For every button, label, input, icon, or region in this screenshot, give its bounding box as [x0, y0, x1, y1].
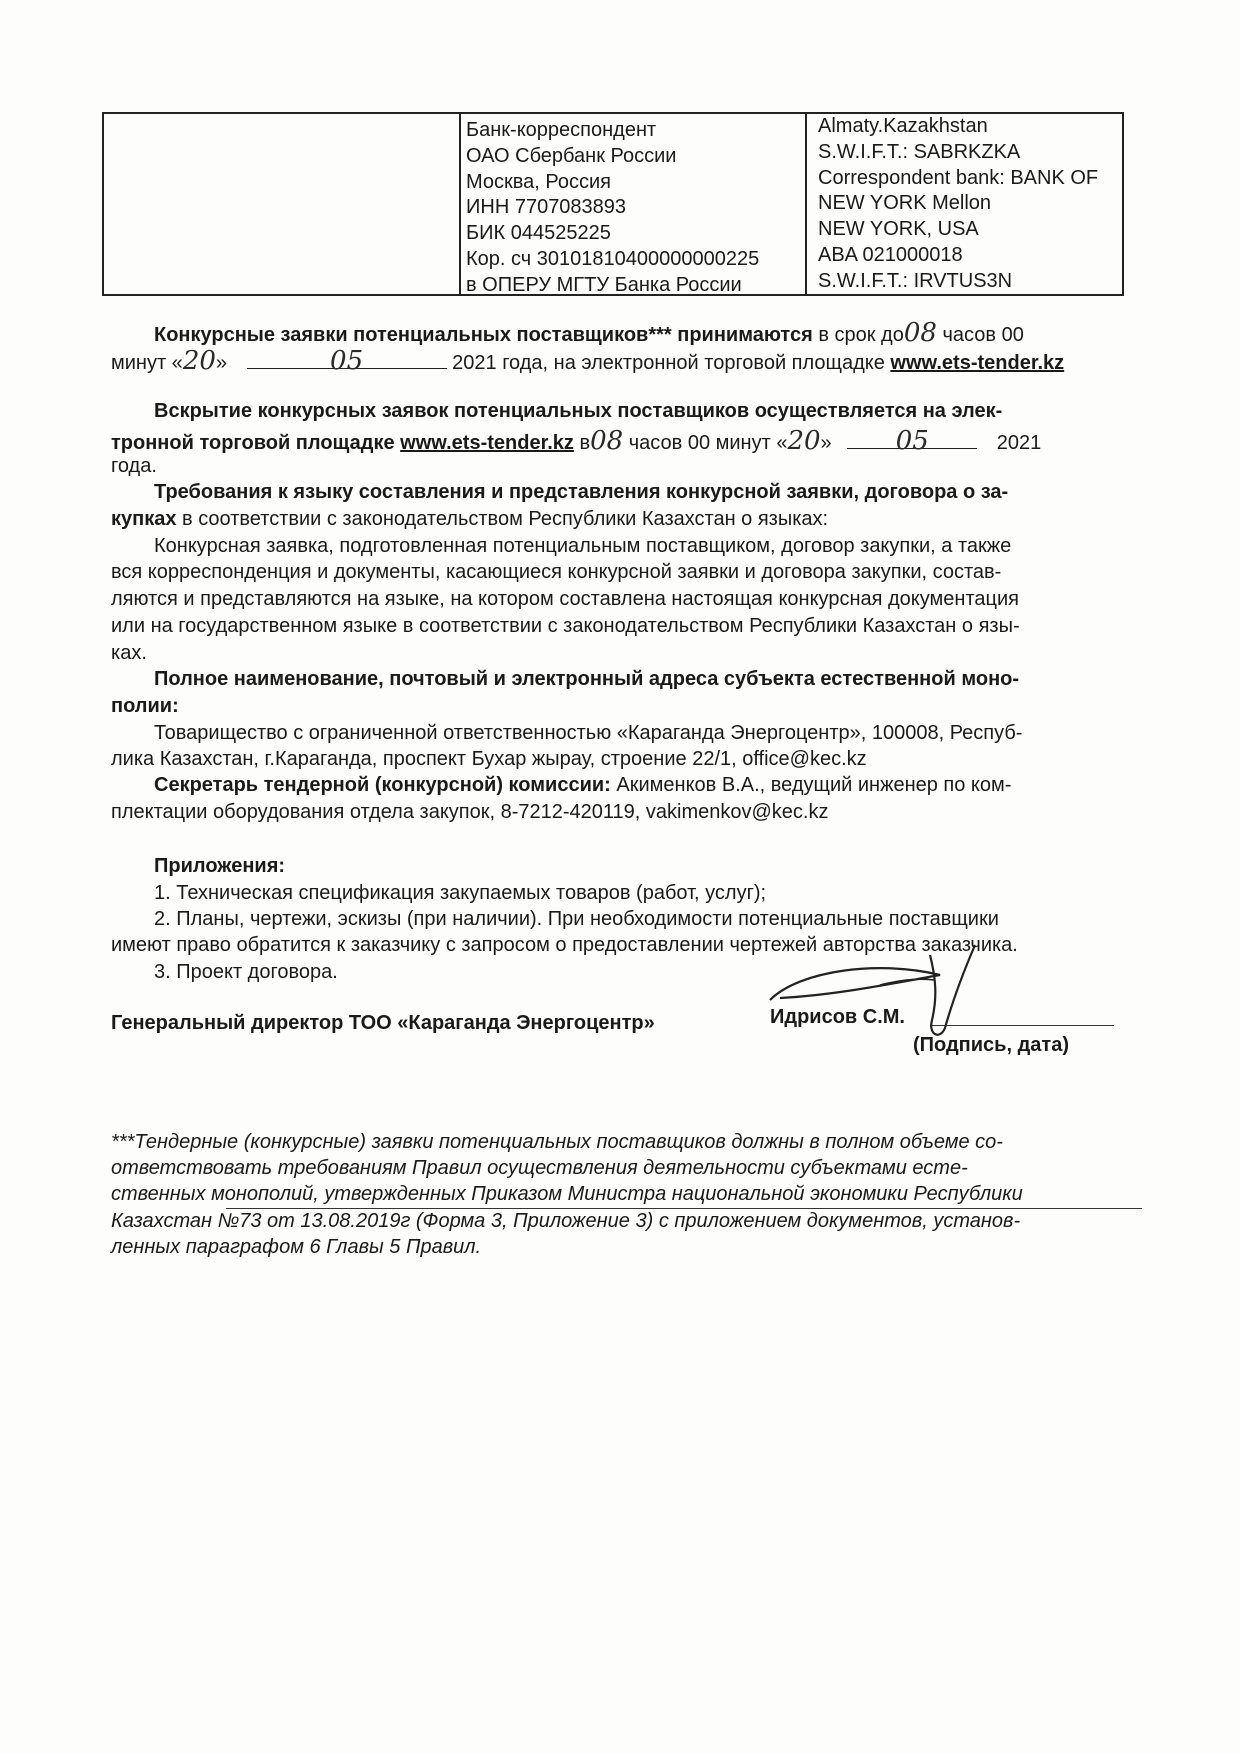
swift-line: ABA 021000018	[818, 243, 963, 266]
submission-hour-handwritten: 08	[903, 318, 937, 348]
submission-month-handwritten: 05	[330, 346, 364, 376]
opening-line-2	[111, 426, 1041, 456]
opening-month-handwritten: 05	[895, 426, 929, 456]
bank-table-swift-column	[807, 114, 1122, 294]
opening-text-a: в	[573, 432, 591, 454]
attachment-item-2: 2. Планы, чертежи, эскизы (при наличии). При необходимости потенциальные поставщики	[154, 908, 999, 930]
submission-day-handwritten: 20	[182, 346, 216, 376]
submission-minutes: минут «	[111, 352, 183, 374]
opening-year: 2021	[996, 432, 1042, 454]
signatory-position: Генеральный директор ТОО «Караганда Энергоцентр»	[111, 1012, 655, 1034]
signature-caption: (Подпись, дата)	[913, 1034, 1069, 1056]
secretary-label: Секретарь тендерной (конкурсной) комиссии:	[154, 774, 611, 796]
correspondent-line: Кор. сч 30101810400000000225	[466, 247, 760, 270]
submission-lead: Конкурсные заявки потенциальных поставщиков*** принимаются	[154, 324, 813, 346]
opening-month-field	[847, 426, 977, 456]
attachments-heading: Приложения:	[154, 855, 286, 877]
swift-line: NEW YORK, USA	[818, 218, 979, 241]
submission-line-2	[111, 346, 1064, 376]
language-heading-2	[111, 508, 828, 531]
language-heading-bold: купках	[111, 508, 177, 530]
submission-month-field	[247, 346, 447, 376]
opening-hour-handwritten: 08	[590, 426, 624, 456]
submission-text-b: часов 00	[936, 324, 1024, 346]
swift-line: NEW YORK Mellon	[818, 192, 992, 215]
language-paragraph-line: Конкурсная заявка, подготовленная потенциальным поставщиком, договор закупки, а также	[154, 535, 1012, 557]
signatory-name: Идрисов С.М.	[770, 1006, 905, 1028]
bank-table-correspondent-column	[461, 114, 807, 294]
correspondent-line: Банк-корреспондент	[466, 119, 657, 141]
correspondent-line: в ОПЕРУ МГТУ Банка России	[466, 273, 742, 296]
attachment-item-2-cont: имеют право обратится к заказчику с запросом о предоставлении чертежей авторства заказчика.	[111, 934, 1018, 956]
correspondent-line: ИНН 7707083893	[466, 196, 627, 219]
correspondent-line: Москва, Россия	[466, 170, 611, 193]
language-paragraph-line: ляются и представляются на языке, на котором составлена настоящая конкурсная документация	[111, 588, 1019, 610]
language-paragraph-line: ках.	[111, 642, 147, 664]
opening-text-b: часов 00 минут «	[623, 432, 788, 454]
opening-line-1: Вскрытие конкурсных заявок потенциальных поставщиков осуществляется на элек-	[154, 400, 1003, 422]
attachment-item-1: 1. Техническая спецификация закупаемых товаров (работ, услуг);	[154, 882, 767, 904]
address-line-1: Товарищество с ограниченной ответственностью «Караганда Энергоцентр», 100008, Респуб-	[154, 722, 1023, 744]
secretary-text: Акименков В.А., ведущий инженер по ком-	[610, 774, 1012, 796]
opening-lead: тронной торговой площадке	[111, 432, 401, 454]
secretary-line-2: плектации оборудования отдела закупок, 8-7212-420119, vakimenkov@kec.kz	[111, 801, 829, 823]
opening-line-3: года.	[111, 455, 157, 477]
opening-quote-close: »	[820, 432, 832, 454]
language-paragraph-line: вся корреспонденция и документы, касающиеся конкурсной заявки и договора закупки, состав-	[111, 561, 1002, 583]
address-line-2: лика Казахстан, г.Караганда, проспект Бухар жырау, строение 22/1, office@kec.kz	[111, 748, 867, 770]
attachment-item-3: 3. Проект договора.	[154, 961, 338, 983]
bank-table-empty-column	[104, 114, 461, 294]
swift-line: S.W.I.F.T.: SABRKZKA	[818, 140, 1021, 163]
swift-line: S.W.I.F.T.: IRVTUS3N	[818, 269, 1013, 292]
swift-line: Almaty.Kazakhstan	[818, 115, 988, 137]
bank-details-table	[102, 112, 1124, 296]
opening-day-handwritten: 20	[787, 426, 821, 456]
opening-site-link[interactable]: www.ets-tender.kz	[400, 432, 574, 454]
secretary-line-1	[154, 774, 1011, 797]
submission-text-a: в срок до	[812, 324, 904, 346]
language-paragraph-line: или на государственном языке в соответствии с законодательством Республики Казахстан о язы-	[111, 615, 1020, 637]
footnote-divider	[226, 1208, 1142, 1209]
footnote-line: ственных монополий, утвержденных Приказом Министра национальной экономики Республики	[111, 1183, 1023, 1205]
submission-site-link[interactable]: www.ets-tender.kz	[890, 352, 1065, 374]
footnote-line: ***Тендерные (конкурсные) заявки потенциальных поставщиков должны в полном объеме со-	[111, 1131, 1003, 1153]
swift-line: Correspondent bank: BANK OF	[818, 166, 1099, 189]
address-heading-2: полии:	[111, 695, 179, 717]
address-heading-1: Полное наименование, почтовый и электронный адреса субъекта естественной моно-	[154, 668, 1020, 690]
footnote-line: Казахстан №73 от 13.08.2019г (Форма 3, Приложение 3) с приложением документов, установ-	[111, 1210, 1021, 1232]
submission-quote-close: »	[215, 352, 228, 374]
language-heading-rest: в соответствии с законодательством Республики Казахстан о языках:	[176, 508, 829, 530]
submission-line-1	[154, 318, 1024, 348]
correspondent-line: ОАО Сбербанк России	[466, 144, 677, 167]
correspondent-line: БИК 044525225	[466, 222, 611, 245]
footnote-line: ответствовать требованиям Правил осуществления деятельности субъектами есте-	[111, 1157, 968, 1179]
handwritten-signature	[760, 940, 1060, 1050]
language-heading-1: Требования к языку составления и представления конкурсной заявки, договора о за-	[154, 481, 1009, 503]
footnote-line: ленных параграфом 6 Главы 5 Правил.	[111, 1236, 482, 1258]
submission-text-c: 2021 года, на электронной торговой площадке	[452, 352, 891, 374]
